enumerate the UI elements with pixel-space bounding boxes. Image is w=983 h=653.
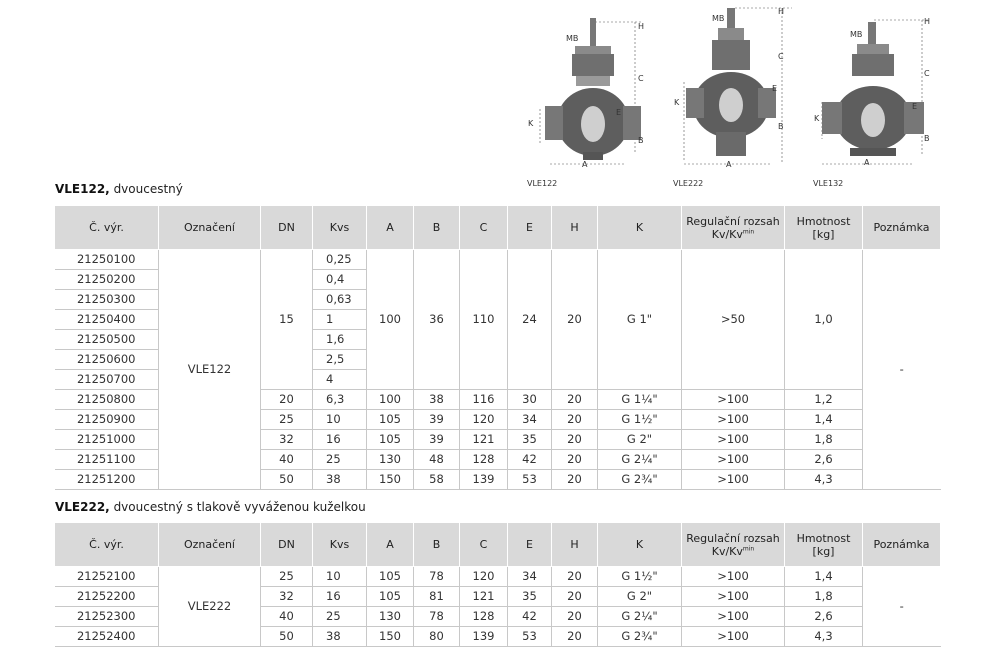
cell-cislo: 21251000 xyxy=(55,430,159,450)
dim-label-k: K xyxy=(814,114,820,123)
cell-k: G 1¼" xyxy=(598,390,682,410)
cell-a: 100 xyxy=(367,390,414,410)
cell-a: 105 xyxy=(367,567,414,587)
dim-label-a: A xyxy=(726,160,732,169)
cell-range: >100 xyxy=(682,390,785,410)
cell-cislo: 21252300 xyxy=(55,607,159,627)
col-header-k: K xyxy=(598,206,682,250)
range-header-sup: min xyxy=(742,227,755,235)
col-header-a: A xyxy=(367,523,414,567)
cell-h: 20 xyxy=(552,410,598,430)
cell-weight: 2,6 xyxy=(785,607,863,627)
spec-table-vle222 xyxy=(54,522,941,647)
cell-range: >100 xyxy=(682,567,785,587)
cell-k: G 2¼" xyxy=(598,450,682,470)
col-header-e: E xyxy=(508,206,552,250)
cell-c: 121 xyxy=(460,587,508,607)
cell-c: 128 xyxy=(460,450,508,470)
col-header-h: H xyxy=(552,523,598,567)
cell-dn: 25 xyxy=(261,410,313,430)
cell-a: 150 xyxy=(367,627,414,647)
cell-k: G 2" xyxy=(598,430,682,450)
cell-cislo: 21252100 xyxy=(55,567,159,587)
dim-label-c: C xyxy=(778,52,784,61)
section-title-rest: dvoucestný s tlakově vyváženou kuželkou xyxy=(109,500,366,514)
dim-label-c: C xyxy=(638,74,644,83)
cell-c: 128 xyxy=(460,607,508,627)
cell-a: 150 xyxy=(367,470,414,490)
cell-oznaceni: VLE122 xyxy=(159,250,261,490)
cell-range: >100 xyxy=(682,607,785,627)
cell-kvs: 1,6 xyxy=(313,330,367,350)
cell-a: 105 xyxy=(367,587,414,607)
cell-e: 34 xyxy=(508,567,552,587)
cell-dn: 20 xyxy=(261,390,313,410)
cell-k: G 1½" xyxy=(598,567,682,587)
cell-k: G 1" xyxy=(598,250,682,390)
cell-range: >50 xyxy=(682,250,785,390)
cell-kvs: 38 xyxy=(313,470,367,490)
col-header-cislo: Č. výr. xyxy=(55,206,159,250)
cell-kvs: 1 xyxy=(313,310,367,330)
cell-b: 48 xyxy=(414,450,460,470)
cell-e: 34 xyxy=(508,410,552,430)
valve-drawing-vle132 xyxy=(812,14,942,174)
cell-kvs: 6,3 xyxy=(313,390,367,410)
col-header-weight xyxy=(785,206,863,250)
diagram-vle122 xyxy=(520,14,650,174)
col-header-c: C xyxy=(460,523,508,567)
dim-label-h: H xyxy=(924,17,931,26)
cell-range: >100 xyxy=(682,430,785,450)
cell-kvs: 0,4 xyxy=(313,270,367,290)
cell-e: 24 xyxy=(508,250,552,390)
dim-label-e: E xyxy=(912,102,918,111)
dim-label-h: H xyxy=(638,22,645,31)
col-header-e: E xyxy=(508,523,552,567)
section-title-rest: dvoucestný xyxy=(109,182,183,196)
cell-h: 20 xyxy=(552,250,598,390)
cell-c: 120 xyxy=(460,567,508,587)
cell-range: >100 xyxy=(682,410,785,430)
section-title-vle122 xyxy=(55,182,183,196)
dim-label-mb: MB xyxy=(566,34,579,43)
dim-label-b: B xyxy=(778,122,784,131)
cell-k: G 2¼" xyxy=(598,607,682,627)
cell-cislo: 21250100 xyxy=(55,250,159,270)
cell-kvs: 2,5 xyxy=(313,350,367,370)
dim-label-mb: MB xyxy=(850,30,863,39)
dim-label-a: A xyxy=(582,160,588,169)
diagram-vle222 xyxy=(670,2,800,174)
col-header-oznaceni: Označení xyxy=(159,206,261,250)
cell-range: >100 xyxy=(682,470,785,490)
col-header-b: B xyxy=(414,523,460,567)
cell-cislo: 21250700 xyxy=(55,370,159,390)
cell-weight: 1,8 xyxy=(785,587,863,607)
diagram-vle132 xyxy=(812,14,942,174)
col-header-k: K xyxy=(598,523,682,567)
cell-c: 121 xyxy=(460,430,508,450)
cell-a: 100 xyxy=(367,250,414,390)
range-header-line2: Kv/Kv xyxy=(711,544,743,558)
weight-header-line1: Hmotnost xyxy=(796,214,851,228)
cell-a: 130 xyxy=(367,607,414,627)
cell-k: G 2" xyxy=(598,587,682,607)
diagram-caption-vle122: VLE122 xyxy=(527,179,558,188)
cell-h: 20 xyxy=(552,587,598,607)
cell-kvs: 25 xyxy=(313,607,367,627)
dim-label-mb: MB xyxy=(712,14,725,23)
cell-poznamka: - xyxy=(863,567,941,647)
dim-label-b: B xyxy=(924,134,930,143)
range-header-sup: min xyxy=(742,544,755,552)
cell-cislo: 21250800 xyxy=(55,390,159,410)
dim-label-k: K xyxy=(528,119,534,128)
cell-h: 20 xyxy=(552,607,598,627)
col-header-a: A xyxy=(367,206,414,250)
table-row xyxy=(55,567,941,587)
cell-b: 80 xyxy=(414,627,460,647)
section-title-bold: VLE122, xyxy=(55,182,110,196)
cell-h: 20 xyxy=(552,627,598,647)
cell-kvs: 0,63 xyxy=(313,290,367,310)
section-title-bold: VLE222, xyxy=(55,500,110,514)
range-header-line1: Regulační rozsah xyxy=(686,531,780,545)
spec-table-vle122 xyxy=(54,205,941,490)
col-header-h: H xyxy=(552,206,598,250)
section-title-vle222 xyxy=(55,500,366,514)
cell-kvs: 25 xyxy=(313,450,367,470)
cell-weight: 2,6 xyxy=(785,450,863,470)
col-header-range xyxy=(682,206,785,250)
dim-label-e: E xyxy=(772,84,778,93)
cell-e: 42 xyxy=(508,450,552,470)
cell-cislo: 21250600 xyxy=(55,350,159,370)
cell-poznamka: - xyxy=(863,250,941,490)
col-header-weight xyxy=(785,523,863,567)
col-header-poznamka: Poznámka xyxy=(863,523,941,567)
cell-kvs: 0,25 xyxy=(313,250,367,270)
cell-dn: 40 xyxy=(261,607,313,627)
range-header-line1: Regulační rozsah xyxy=(686,214,780,228)
cell-oznaceni: VLE222 xyxy=(159,567,261,647)
cell-weight: 1,8 xyxy=(785,430,863,450)
cell-e: 42 xyxy=(508,607,552,627)
header-row xyxy=(55,523,941,567)
weight-header-line1: Hmotnost xyxy=(796,531,851,545)
cell-cislo: 21250900 xyxy=(55,410,159,430)
cell-dn: 50 xyxy=(261,627,313,647)
cell-kvs: 16 xyxy=(313,430,367,450)
dim-label-b: B xyxy=(638,136,644,145)
cell-c: 110 xyxy=(460,250,508,390)
dim-label-k: K xyxy=(674,98,680,107)
table-row xyxy=(55,250,941,270)
cell-e: 53 xyxy=(508,470,552,490)
weight-header-line2: [kg] xyxy=(812,544,835,558)
cell-range: >100 xyxy=(682,587,785,607)
cell-cislo: 21252200 xyxy=(55,587,159,607)
col-header-oznaceni: Označení xyxy=(159,523,261,567)
cell-weight: 4,3 xyxy=(785,627,863,647)
col-header-poznamka: Poznámka xyxy=(863,206,941,250)
weight-header-line2: [kg] xyxy=(812,227,835,241)
dim-label-h: H xyxy=(778,7,785,16)
cell-c: 120 xyxy=(460,410,508,430)
valve-drawing-vle222 xyxy=(670,2,800,174)
cell-a: 130 xyxy=(367,450,414,470)
col-header-b: B xyxy=(414,206,460,250)
cell-a: 105 xyxy=(367,410,414,430)
cell-weight: 1,4 xyxy=(785,567,863,587)
cell-dn: 32 xyxy=(261,587,313,607)
cell-k: G 1½" xyxy=(598,410,682,430)
cell-h: 20 xyxy=(552,567,598,587)
cell-c: 116 xyxy=(460,390,508,410)
cell-c: 139 xyxy=(460,470,508,490)
range-header-line2: Kv/Kv xyxy=(711,227,743,241)
cell-b: 39 xyxy=(414,410,460,430)
dim-label-e: E xyxy=(616,108,622,117)
cell-h: 20 xyxy=(552,430,598,450)
cell-k: G 2¾" xyxy=(598,470,682,490)
cell-weight: 4,3 xyxy=(785,470,863,490)
cell-k: G 2¾" xyxy=(598,627,682,647)
col-header-kvs: Kvs xyxy=(313,206,367,250)
col-header-dn: DN xyxy=(261,523,313,567)
cell-cislo: 21252400 xyxy=(55,627,159,647)
cell-b: 81 xyxy=(414,587,460,607)
col-header-dn: DN xyxy=(261,206,313,250)
col-header-c: C xyxy=(460,206,508,250)
cell-range: >100 xyxy=(682,627,785,647)
cell-b: 78 xyxy=(414,567,460,587)
cell-weight: 1,4 xyxy=(785,410,863,430)
dim-label-c: C xyxy=(924,69,930,78)
cell-dn: 40 xyxy=(261,450,313,470)
col-header-kvs: Kvs xyxy=(313,523,367,567)
cell-e: 35 xyxy=(508,430,552,450)
valve-drawing-vle122 xyxy=(520,14,650,174)
cell-kvs: 4 xyxy=(313,370,367,390)
cell-cislo: 21250400 xyxy=(55,310,159,330)
col-header-cislo: Č. výr. xyxy=(55,523,159,567)
cell-b: 36 xyxy=(414,250,460,390)
cell-h: 20 xyxy=(552,390,598,410)
header-row xyxy=(55,206,941,250)
diagram-caption-vle222: VLE222 xyxy=(673,179,704,188)
cell-b: 39 xyxy=(414,430,460,450)
cell-cislo: 21251100 xyxy=(55,450,159,470)
cell-b: 58 xyxy=(414,470,460,490)
cell-kvs: 16 xyxy=(313,587,367,607)
cell-e: 53 xyxy=(508,627,552,647)
cell-cislo: 21251200 xyxy=(55,470,159,490)
cell-e: 30 xyxy=(508,390,552,410)
cell-dn: 50 xyxy=(261,470,313,490)
dim-label-a: A xyxy=(864,158,870,167)
cell-range: >100 xyxy=(682,450,785,470)
cell-dn: 15 xyxy=(261,250,313,390)
cell-h: 20 xyxy=(552,450,598,470)
cell-cislo: 21250300 xyxy=(55,290,159,310)
diagram-caption-vle132: VLE132 xyxy=(813,179,844,188)
cell-b: 38 xyxy=(414,390,460,410)
cell-cislo: 21250500 xyxy=(55,330,159,350)
cell-a: 105 xyxy=(367,430,414,450)
cell-cislo: 21250200 xyxy=(55,270,159,290)
cell-c: 139 xyxy=(460,627,508,647)
cell-h: 20 xyxy=(552,470,598,490)
col-header-range xyxy=(682,523,785,567)
cell-b: 78 xyxy=(414,607,460,627)
cell-weight: 1,2 xyxy=(785,390,863,410)
cell-dn: 32 xyxy=(261,430,313,450)
cell-kvs: 10 xyxy=(313,410,367,430)
cell-kvs: 10 xyxy=(313,567,367,587)
cell-weight: 1,0 xyxy=(785,250,863,390)
cell-dn: 25 xyxy=(261,567,313,587)
cell-e: 35 xyxy=(508,587,552,607)
cell-kvs: 38 xyxy=(313,627,367,647)
